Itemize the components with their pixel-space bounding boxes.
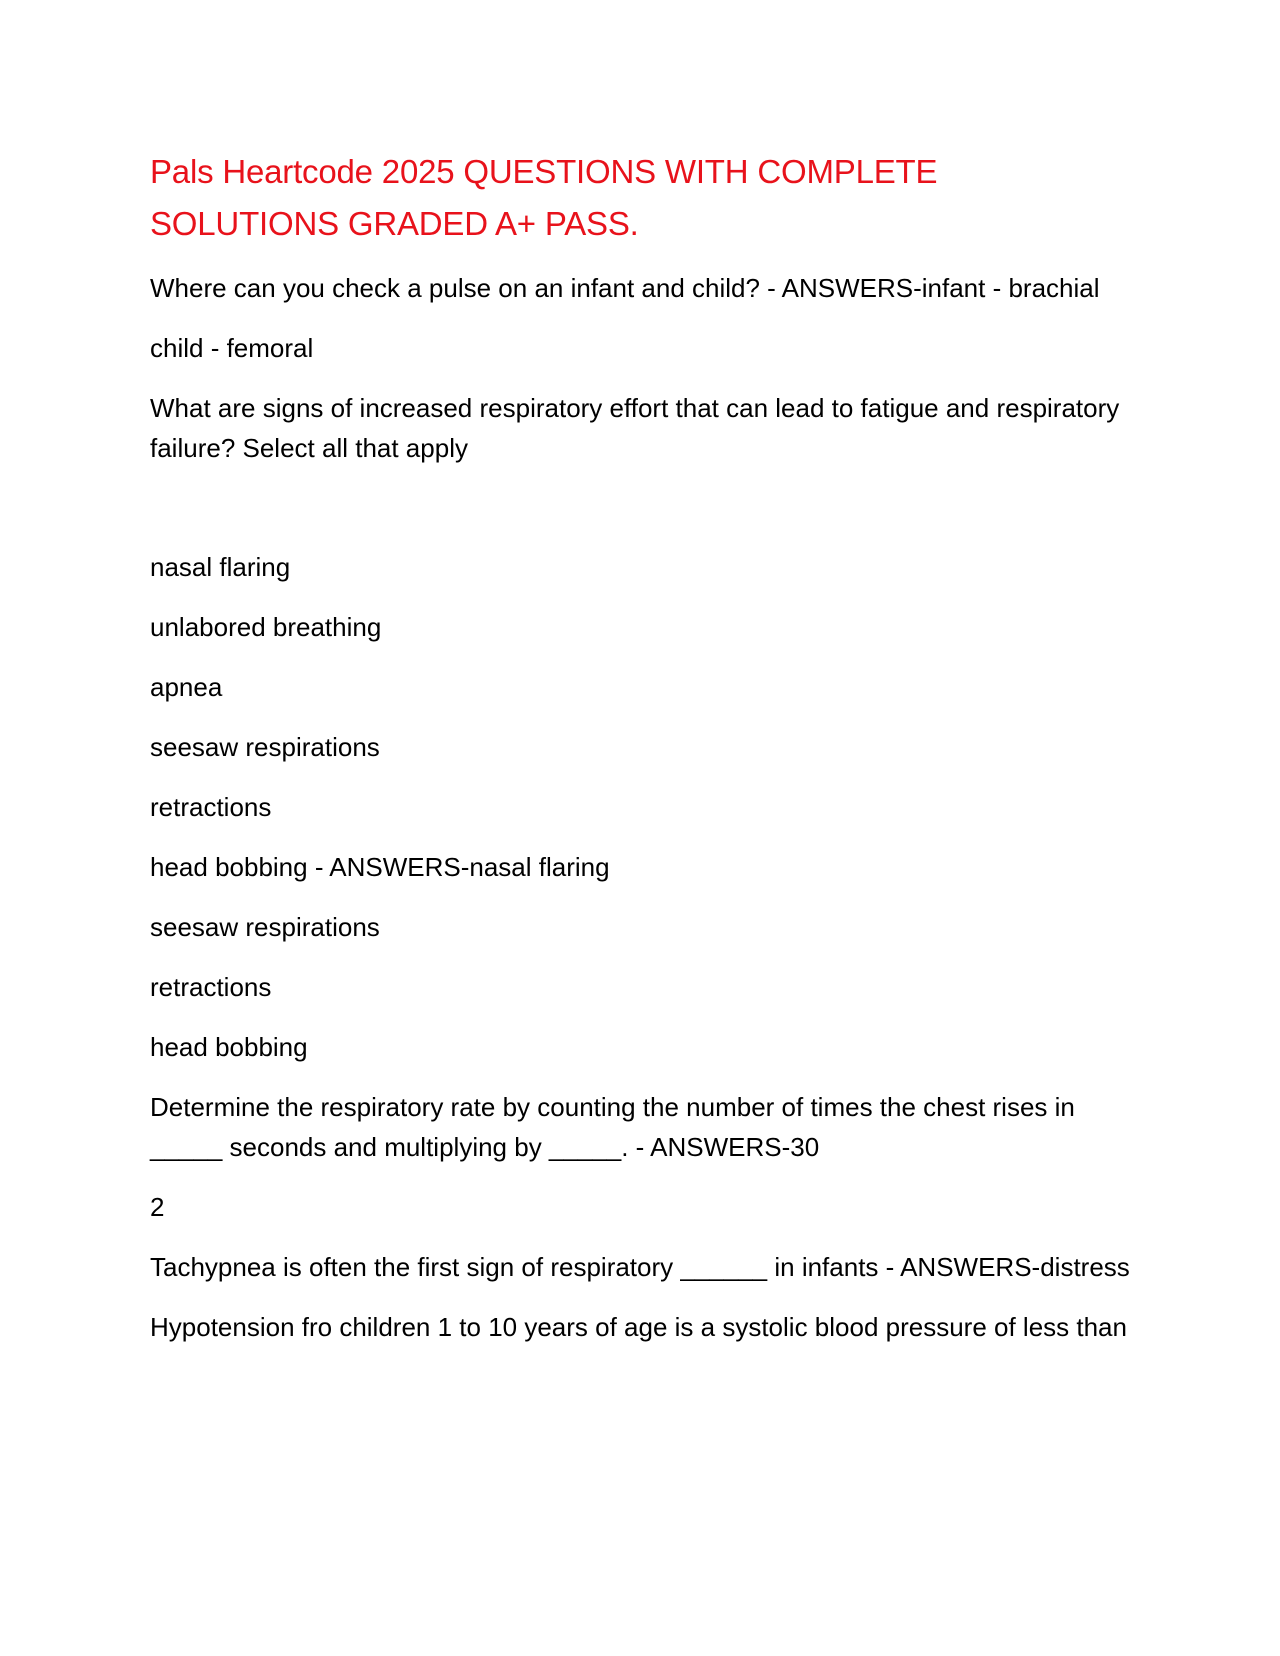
answer-line: retractions	[150, 972, 272, 1002]
spacer	[150, 587, 1130, 607]
spacer	[150, 1067, 1130, 1087]
question-respiratory-rate: Determine the respiratory rate by counting the number of times the chest rises in _____ seconds and multiplying by _____. - ANSWERS-30	[150, 1092, 1075, 1162]
option-line: seesaw respirations	[150, 732, 380, 762]
spacer	[150, 1227, 1130, 1247]
question-pulse-check: Where can you check a pulse on an infant and child? - ANSWERS-infant - brachial	[150, 273, 1100, 303]
answer-line: seesaw respirations	[150, 912, 380, 942]
option-line: retractions	[150, 792, 272, 822]
document-page	[150, 146, 1130, 1347]
answer-line: child - femoral	[150, 333, 314, 363]
spacer	[150, 368, 1130, 388]
spacer	[150, 308, 1130, 328]
option-line: nasal flaring	[150, 552, 291, 582]
spacer	[150, 250, 1130, 268]
spacer	[150, 1287, 1130, 1307]
option-answer-line: head bobbing - ANSWERS-nasal flaring	[150, 852, 610, 882]
spacer	[150, 647, 1130, 667]
spacer	[150, 468, 1130, 547]
question-tachypnea: Tachypnea is often the first sign of respiratory ______ in infants - ANSWERS-distress	[150, 1252, 1130, 1282]
spacer	[150, 827, 1130, 847]
spacer	[150, 1167, 1130, 1187]
question-hypotension: Hypotension fro children 1 to 10 years of age is a systolic blood pressure of less than	[150, 1312, 1127, 1342]
answer-line: head bobbing	[150, 1032, 308, 1062]
spacer	[150, 707, 1130, 727]
spacer	[150, 887, 1130, 907]
spacer	[150, 1007, 1130, 1027]
spacer	[150, 767, 1130, 787]
answer-line: 2	[150, 1192, 165, 1222]
option-line: unlabored breathing	[150, 612, 382, 642]
document-title: Pals Heartcode 2025 QUESTIONS WITH COMPLETE SOLUTIONS GRADED A+ PASS.	[150, 153, 938, 242]
question-respiratory-effort: What are signs of increased respiratory effort that can lead to fatigue and respiratory failure? Select all that apply	[150, 393, 1120, 463]
option-line: apnea	[150, 672, 223, 702]
spacer	[150, 947, 1130, 967]
